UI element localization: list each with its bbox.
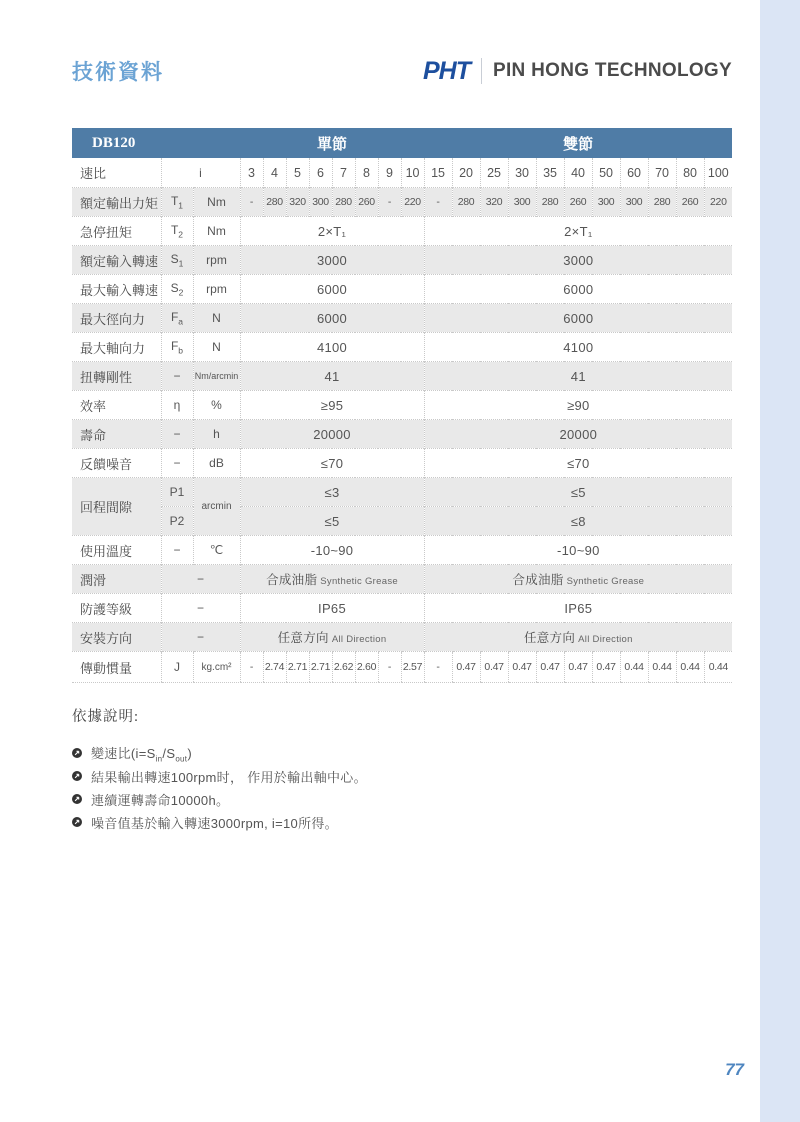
row-symbol: $S_1$ <box>161 246 193 275</box>
row-label: 防護等級 <box>72 594 161 623</box>
table-row <box>72 478 732 507</box>
table-row <box>72 275 732 304</box>
value-cell: 30 <box>508 158 536 188</box>
table-header-row <box>72 128 732 158</box>
table-row <box>72 188 732 217</box>
table-row <box>72 362 732 391</box>
single-stage-value: 6000 <box>240 304 424 333</box>
double-stage-value: 20000 <box>424 420 732 449</box>
value-cell: - <box>424 652 452 683</box>
value-cell: 220 <box>704 188 732 217</box>
row-symbol: − <box>161 362 193 391</box>
row-label: 反饋噪音 <box>72 449 161 478</box>
note-bullet-icon <box>72 771 82 781</box>
row-label: 扭轉剛性 <box>72 362 161 391</box>
row-symbol: P2 <box>161 507 193 536</box>
row-label: 最大軸向力 <box>72 333 161 362</box>
spec-table <box>72 128 732 683</box>
single-stage-value: 合成油脂 Synthetic Grease <box>240 565 424 594</box>
row-unit: N <box>193 304 240 333</box>
row-symbol: − <box>161 565 240 594</box>
value-cell: 0.47 <box>564 652 592 683</box>
single-stage-value: ≤3 <box>240 478 424 507</box>
row-unit: rpm <box>193 246 240 275</box>
table-row <box>72 565 732 594</box>
value-cell: 9 <box>378 158 401 188</box>
single-stage-header: 單節 <box>240 128 424 158</box>
value-cell: 0.44 <box>648 652 676 683</box>
value-cell: 2.62 <box>332 652 355 683</box>
row-label: 回程間隙 <box>72 478 161 536</box>
notes-heading: 依據說明: <box>72 709 140 725</box>
single-stage-value: 6000 <box>240 275 424 304</box>
row-symbol: − <box>161 594 240 623</box>
single-stage-value: ≤5 <box>240 507 424 536</box>
value-cell: 60 <box>620 158 648 188</box>
value-cell: 6 <box>309 158 332 188</box>
double-stage-value: 41 <box>424 362 732 391</box>
note-text: 變速比$(i=S_{in}/S_{out})$ <box>91 745 192 764</box>
value-cell: 40 <box>564 158 592 188</box>
table-row <box>72 217 732 246</box>
value-cell: 0.47 <box>592 652 620 683</box>
row-label: 最大徑向力 <box>72 304 161 333</box>
row-symbol: J <box>161 652 193 683</box>
value-cell: 280 <box>332 188 355 217</box>
note-bullet-icon <box>72 817 82 827</box>
value-cell: 260 <box>355 188 378 217</box>
value-cell: 260 <box>564 188 592 217</box>
row-label: 傳動慣量 <box>72 652 161 683</box>
note-text: 連續運轉壽命10000h。 <box>91 792 230 808</box>
value-cell: 2.60 <box>355 652 378 683</box>
value-cell: 2.57 <box>401 652 424 683</box>
value-cell: 3 <box>240 158 263 188</box>
row-label: 額定輸出力矩 <box>72 188 161 217</box>
value-cell: 260 <box>676 188 704 217</box>
single-stage-value: 4100 <box>240 333 424 362</box>
row-unit: Nm <box>193 217 240 246</box>
value-cell: 220 <box>401 188 424 217</box>
row-unit: Nm/arcmin <box>193 362 240 391</box>
value-cell: 7 <box>332 158 355 188</box>
list-item <box>72 769 632 783</box>
row-label: 潤滑 <box>72 565 161 594</box>
value-cell: 320 <box>480 188 508 217</box>
table-row <box>72 536 732 565</box>
double-stage-value: IP65 <box>424 594 732 623</box>
single-stage-value: -10~90 <box>240 536 424 565</box>
value-cell: 300 <box>620 188 648 217</box>
row-unit: N <box>193 333 240 362</box>
row-symbol: − <box>161 623 240 652</box>
table-row <box>72 449 732 478</box>
double-stage-value: -10~90 <box>424 536 732 565</box>
note-bullet-icon <box>72 794 82 804</box>
value-cell: - <box>378 652 401 683</box>
row-label: 效率 <box>72 391 161 420</box>
value-cell: 280 <box>263 188 286 217</box>
table-row <box>72 333 732 362</box>
value-cell: 70 <box>648 158 676 188</box>
value-cell: 300 <box>309 188 332 217</box>
table-row <box>72 246 732 275</box>
model-header: DB120 <box>72 128 240 158</box>
value-cell: 35 <box>536 158 564 188</box>
value-cell: 0.47 <box>480 652 508 683</box>
double-stage-value: 合成油脂 Synthetic Grease <box>424 565 732 594</box>
row-symbol: $T_2$ <box>161 217 193 246</box>
table-row <box>72 507 732 536</box>
row-symbol: i <box>161 158 240 188</box>
logo-abbreviation: PHT <box>423 56 470 85</box>
page-title: 技術資料 <box>72 61 164 84</box>
value-cell: 2.74 <box>263 652 286 683</box>
value-cell: 5 <box>286 158 309 188</box>
value-cell: - <box>378 188 401 217</box>
double-stage-value: ≤5 <box>424 478 732 507</box>
table-row <box>72 391 732 420</box>
row-unit: rpm <box>193 275 240 304</box>
value-cell: 300 <box>592 188 620 217</box>
note-bullet-icon <box>72 748 82 758</box>
logo-divider <box>481 58 482 84</box>
double-stage-value: ≤8 <box>424 507 732 536</box>
notes-section <box>72 705 632 838</box>
row-symbol: $F_a$ <box>161 304 193 333</box>
table-row <box>72 158 732 188</box>
row-label: 使用溫度 <box>72 536 161 565</box>
row-unit: kg.cm² <box>193 652 240 683</box>
single-stage-value: 20000 <box>240 420 424 449</box>
row-unit: dB <box>193 449 240 478</box>
value-cell: 280 <box>452 188 480 217</box>
single-stage-value: 3000 <box>240 246 424 275</box>
row-label: 安裝方向 <box>72 623 161 652</box>
double-stage-value: 任意方向 All Direction <box>424 623 732 652</box>
value-cell: 320 <box>286 188 309 217</box>
value-cell: 50 <box>592 158 620 188</box>
row-unit: Nm <box>193 188 240 217</box>
double-stage-value: 4100 <box>424 333 732 362</box>
single-stage-value: 41 <box>240 362 424 391</box>
single-stage-value: 任意方向 All Direction <box>240 623 424 652</box>
double-stage-header: 雙節 <box>424 128 732 158</box>
value-cell: 0.47 <box>536 652 564 683</box>
row-label: 壽命 <box>72 420 161 449</box>
value-cell: - <box>240 188 263 217</box>
value-cell: 25 <box>480 158 508 188</box>
row-unit: h <box>193 420 240 449</box>
value-cell: 4 <box>263 158 286 188</box>
double-stage-value: ≤70 <box>424 449 732 478</box>
table-row <box>72 420 732 449</box>
note-text: 噪音值基於輸入轉速3000rpm, i=10所得。 <box>91 815 338 831</box>
note-text: 結果輸出轉速100rpm时， 作用於輸出軸中心。 <box>91 769 367 785</box>
value-cell: 300 <box>508 188 536 217</box>
single-stage-value: ≥95 <box>240 391 424 420</box>
row-symbol: − <box>161 449 193 478</box>
value-cell: 10 <box>401 158 424 188</box>
right-edge-strip <box>760 0 800 1122</box>
double-stage-value: ≥90 <box>424 391 732 420</box>
value-cell: - <box>240 652 263 683</box>
row-unit: % <box>193 391 240 420</box>
value-cell: 15 <box>424 158 452 188</box>
row-symbol: $F_b$ <box>161 333 193 362</box>
row-symbol: P1 <box>161 478 193 507</box>
table-row <box>72 652 732 683</box>
value-cell: 0.47 <box>452 652 480 683</box>
table-row <box>72 623 732 652</box>
row-unit: ℃ <box>193 536 240 565</box>
logo-company-name: PIN HONG TECHNOLOGY <box>493 60 732 81</box>
value-cell: 2.71 <box>309 652 332 683</box>
value-cell: - <box>424 188 452 217</box>
double-stage-value: 3000 <box>424 246 732 275</box>
value-cell: 0.47 <box>508 652 536 683</box>
single-stage-value: IP65 <box>240 594 424 623</box>
value-cell: 100 <box>704 158 732 188</box>
notes-list <box>72 746 632 829</box>
value-cell: 0.44 <box>704 652 732 683</box>
row-symbol: $T_1$ <box>161 188 193 217</box>
value-cell: 80 <box>676 158 704 188</box>
single-stage-value: ≤70 <box>240 449 424 478</box>
double-stage-value: 6000 <box>424 304 732 333</box>
value-cell: 2.71 <box>286 652 309 683</box>
list-item <box>72 745 632 764</box>
value-cell: 20 <box>452 158 480 188</box>
value-cell: 0.44 <box>620 652 648 683</box>
table-row <box>72 304 732 333</box>
single-stage-value: 2×T₁ <box>240 217 424 246</box>
row-label: 最大輸入轉速 <box>72 275 161 304</box>
value-cell: 280 <box>648 188 676 217</box>
list-item <box>72 792 632 806</box>
page-header <box>72 56 732 86</box>
row-unit: arcmin <box>193 478 240 536</box>
double-stage-value: 6000 <box>424 275 732 304</box>
value-cell: 280 <box>536 188 564 217</box>
row-label: 速比 <box>80 166 107 181</box>
row-symbol: − <box>161 420 193 449</box>
value-cell: 0.44 <box>676 652 704 683</box>
row-symbol: − <box>161 536 193 565</box>
row-symbol: $S_2$ <box>161 275 193 304</box>
page-number: 77 <box>725 1060 744 1079</box>
list-item <box>72 815 632 829</box>
table-row <box>72 594 732 623</box>
brand-logo <box>423 57 732 86</box>
row-symbol: η <box>161 391 193 420</box>
double-stage-value: 2×T₁ <box>424 217 732 246</box>
row-label: 急停扭矩 <box>72 217 161 246</box>
value-cell: 8 <box>355 158 378 188</box>
row-label: 額定輸入轉速 <box>72 246 161 275</box>
